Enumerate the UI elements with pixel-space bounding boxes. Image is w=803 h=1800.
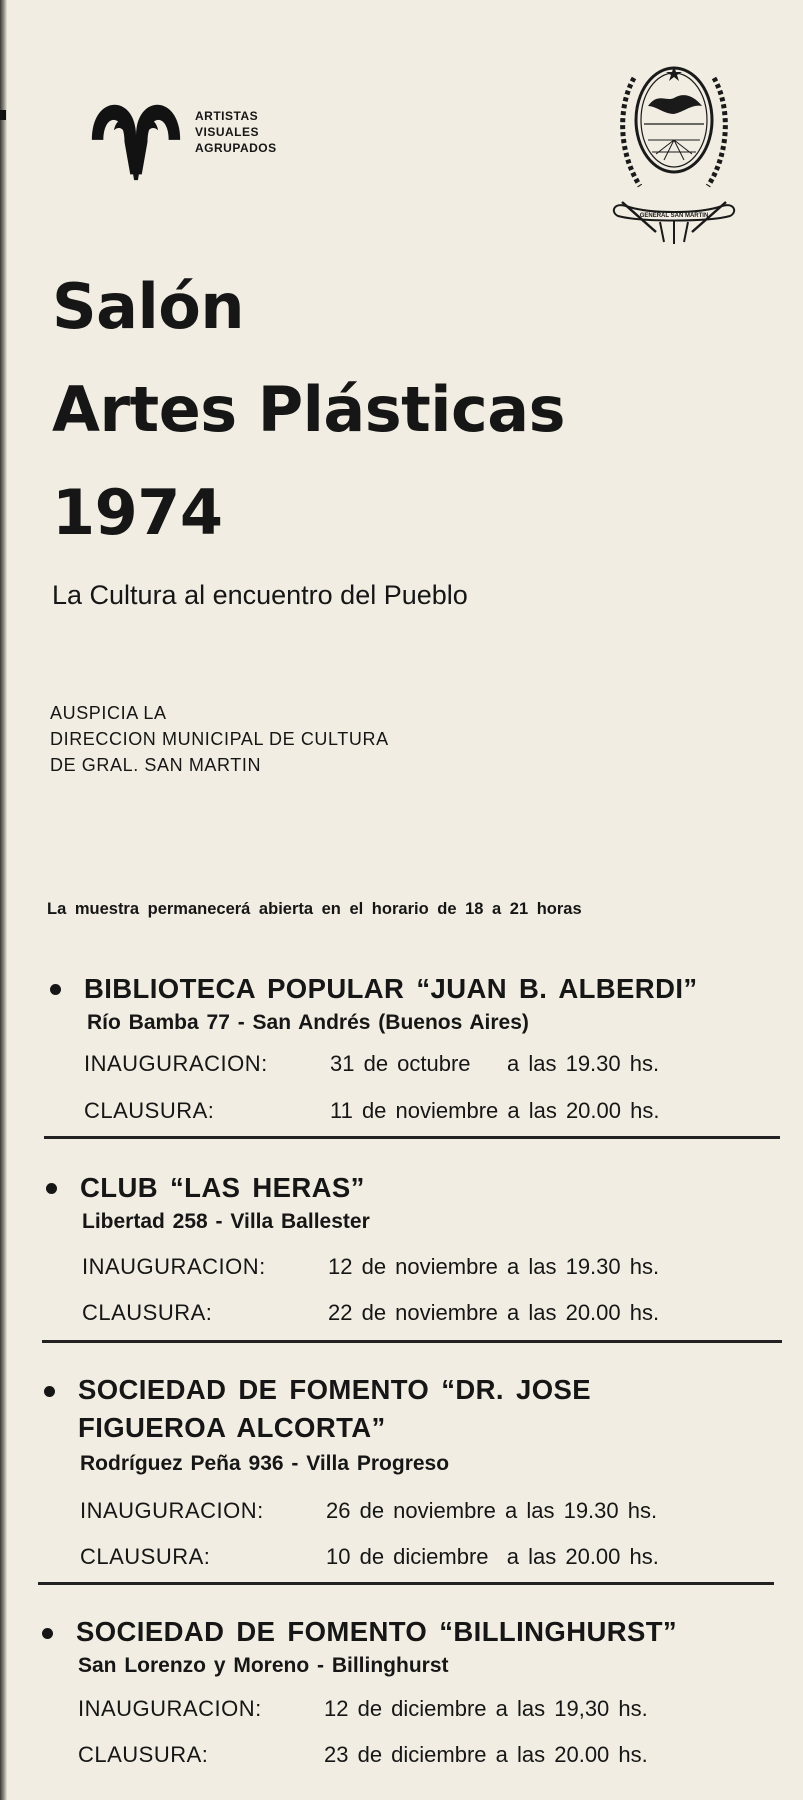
org-name-line: VISUALES bbox=[195, 125, 260, 139]
venue-name: BIBLIOTECA POPULAR “JUAN B. ALBERDI” bbox=[84, 973, 698, 1004]
divider bbox=[44, 1136, 780, 1139]
bullet-icon bbox=[46, 1183, 57, 1194]
opening-date: 26 de noviembre a las 19.30 hs. bbox=[326, 1498, 658, 1523]
org-name bbox=[195, 108, 277, 156]
poster-title bbox=[52, 255, 565, 564]
opening-label: INAUGURACION: bbox=[84, 1051, 268, 1076]
bullet-icon bbox=[50, 984, 61, 995]
venue-name-continued: FIGUEROA ALCORTA” bbox=[78, 1412, 386, 1443]
closing-date: 22 de noviembre a las 20.00 hs. bbox=[328, 1300, 660, 1325]
paper-left-edge bbox=[0, 0, 7, 1800]
venue-name: SOCIEDAD DE FOMENTO “DR. JOSE bbox=[78, 1374, 591, 1405]
closing-label: CLAUSURA: bbox=[84, 1098, 215, 1123]
title-line: 1974 bbox=[52, 476, 223, 549]
closing-label: CLAUSURA: bbox=[78, 1742, 209, 1767]
opening-label: INAUGURACION: bbox=[78, 1696, 262, 1721]
ava-logo-icon bbox=[88, 88, 184, 184]
bullet-icon bbox=[42, 1628, 53, 1639]
venue-address: Libertad 258 - Villa Ballester bbox=[82, 1210, 370, 1233]
bullet-icon bbox=[44, 1386, 55, 1397]
org-name-line: AGRUPADOS bbox=[195, 141, 277, 155]
sponsor-line: DIRECCION MUNICIPAL DE CULTURA bbox=[50, 729, 389, 749]
title-line: Artes Plásticas bbox=[52, 373, 566, 446]
venue-name: CLUB “LAS HERAS” bbox=[80, 1172, 365, 1203]
subtitle: La Cultura al encuentro del Pueblo bbox=[52, 580, 468, 610]
sponsor-line: DE GRAL. SAN MARTIN bbox=[50, 755, 262, 775]
seal-ribbon-text: GENERAL SAN MARTIN bbox=[639, 213, 709, 219]
closing-date: 23 de diciembre a las 20.00 hs. bbox=[324, 1742, 648, 1767]
venue-address: San Lorenzo y Moreno - Billinghurst bbox=[78, 1654, 449, 1677]
opening-date: 12 de noviembre a las 19.30 hs. bbox=[328, 1254, 660, 1279]
org-name-line: ARTISTAS bbox=[195, 109, 259, 123]
opening-date: 31 de octubre a las 19.30 hs. bbox=[330, 1051, 660, 1076]
divider bbox=[38, 1582, 774, 1585]
sponsor-block bbox=[50, 700, 389, 778]
opening-label: INAUGURACION: bbox=[80, 1498, 264, 1523]
opening-label: INAUGURACION: bbox=[82, 1254, 266, 1279]
hours-note: La muestra permanecerá abierta en el horario de 18 a 21 horas bbox=[47, 900, 582, 918]
closing-label: CLAUSURA: bbox=[82, 1300, 213, 1325]
closing-date: 11 de noviembre a las 20.00 hs. bbox=[330, 1098, 660, 1123]
title-line: Salón bbox=[52, 270, 244, 343]
venue-address: Rodríguez Peña 936 - Villa Progreso bbox=[80, 1452, 450, 1475]
coat-of-arms-icon bbox=[604, 56, 744, 250]
venue-name: SOCIEDAD DE FOMENTO “BILLINGHURST” bbox=[76, 1616, 678, 1647]
closing-label: CLAUSURA: bbox=[80, 1544, 211, 1569]
edge-mark bbox=[0, 110, 6, 120]
venue-address: Río Bamba 77 - San Andrés (Buenos Aires) bbox=[87, 1011, 529, 1034]
divider bbox=[42, 1340, 782, 1343]
sponsor-line: AUSPICIA LA bbox=[50, 703, 167, 723]
closing-date: 10 de diciembre a las 20.00 hs. bbox=[326, 1544, 659, 1569]
opening-date: 12 de diciembre a las 19,30 hs. bbox=[324, 1696, 648, 1721]
